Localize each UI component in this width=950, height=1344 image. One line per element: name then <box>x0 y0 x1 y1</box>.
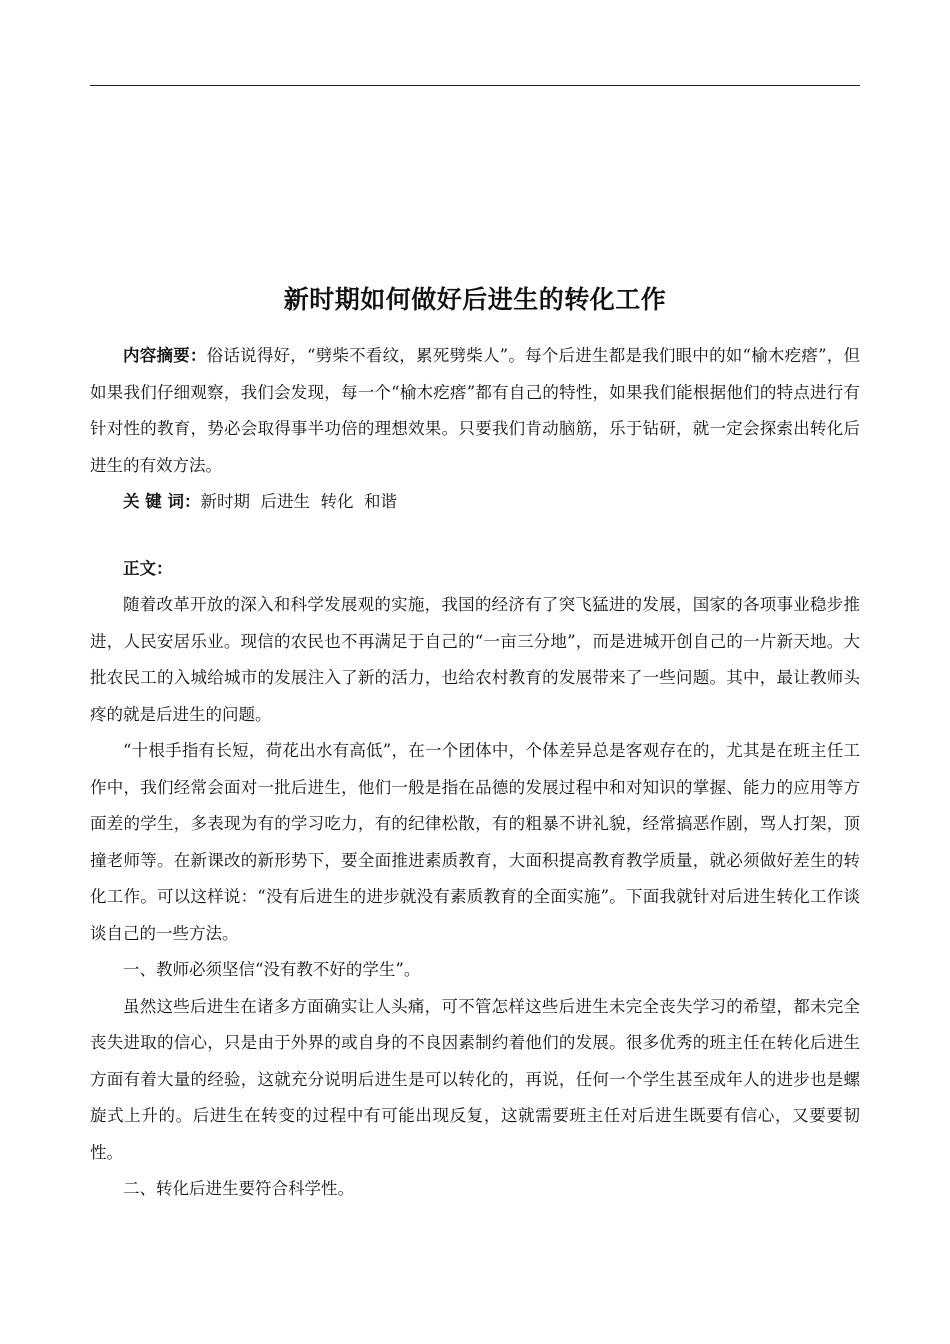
section-heading-1: 一、教师必须坚信“没有教不好的学生”。 <box>123 960 421 979</box>
document-title: 新时期如何做好后进生的转化工作 <box>283 285 667 314</box>
spacer <box>90 521 860 551</box>
body-paragraph-3: 虽然这些后进生在诸多方面确实让人头痛，可不管怎样这些后进生未完全丧失学习的希望，都未完全丧失进取的信心，只是由于外界的或自身的不良因素制约着他们的发展。很多优秀的班主任在转化后进生方面有着大量的经验，这就充分说明后进生是可以转化的，再说，任何一个学生甚至成年人的进步也是螺旋式上升的。后进生在转变的过程中有可能出现反复，这就需要班主任对后进生既要有信心，又要要韧性。 <box>90 996 860 1162</box>
header-rule <box>90 85 860 86</box>
section-heading-2: 二、转化后进生要符合科学性。 <box>123 1179 354 1198</box>
keywords-label: 关 键 词： <box>123 492 201 511</box>
abstract-text: 俗话说得好，“劈柴不看纹，累死劈柴人”。每个后进生都是我们眼中的如“榆木疙瘩”，但如果我们仔细观察，我们会发现，每一个“榆木疙瘩”都有自己的特性，如果我们能根据他们的特点进行有针对性的教育，势必会取得事半功倍的理想效果。只要我们肯动脑筋，乐于钻研，就一定会探索出转化后进生的有效方法。 <box>90 346 860 475</box>
keywords-paragraph <box>90 484 860 521</box>
abstract-label: 内容摘要： <box>123 346 207 365</box>
document-body <box>90 278 860 1208</box>
body-paragraph-2: “十根手指有长短，荷花出水有高低”，在一个团体中，个体差异总是客观存在的，尤其是在班主任工作中，我们经常会面对一批后进生，他们一般是指在品德的发展过程中和对知识的掌握、能力的应用等方面差的学生，多表现为有的学习吃力，有的纪律松散，有的粗暴不讲礼貌，经常搞恶作剧，骂人打架，顶撞老师等。在新课改的新形势下，要全面推进素质教育，大面积提高教育教学质量，就必须做好差生的转化工作。可以这样说：“没有后进生的进步就没有素质教育的全面实施”。下面我就针对后进生转化工作谈谈自己的一些方法。 <box>90 741 860 943</box>
keywords-text: 新时期 后进生 转化 和谐 <box>200 492 397 511</box>
abstract-paragraph <box>90 338 860 484</box>
body-label: 正文： <box>123 558 173 578</box>
body-paragraph-1: 随着改革开放的深入和科学发展观的实施，我国的经济有了突飞猛进的发展，国家的各项事业稳步推进，人民安居乐业。现信的农民也不再满足于自己的“一亩三分地”，而是进城开创自己的一片新天地。大批农民工的入城给城市的发展注入了新的活力，也给农村教育的发展带来了一些问题。其中，最让教师头疼的就是后进生的问题。 <box>90 595 860 724</box>
